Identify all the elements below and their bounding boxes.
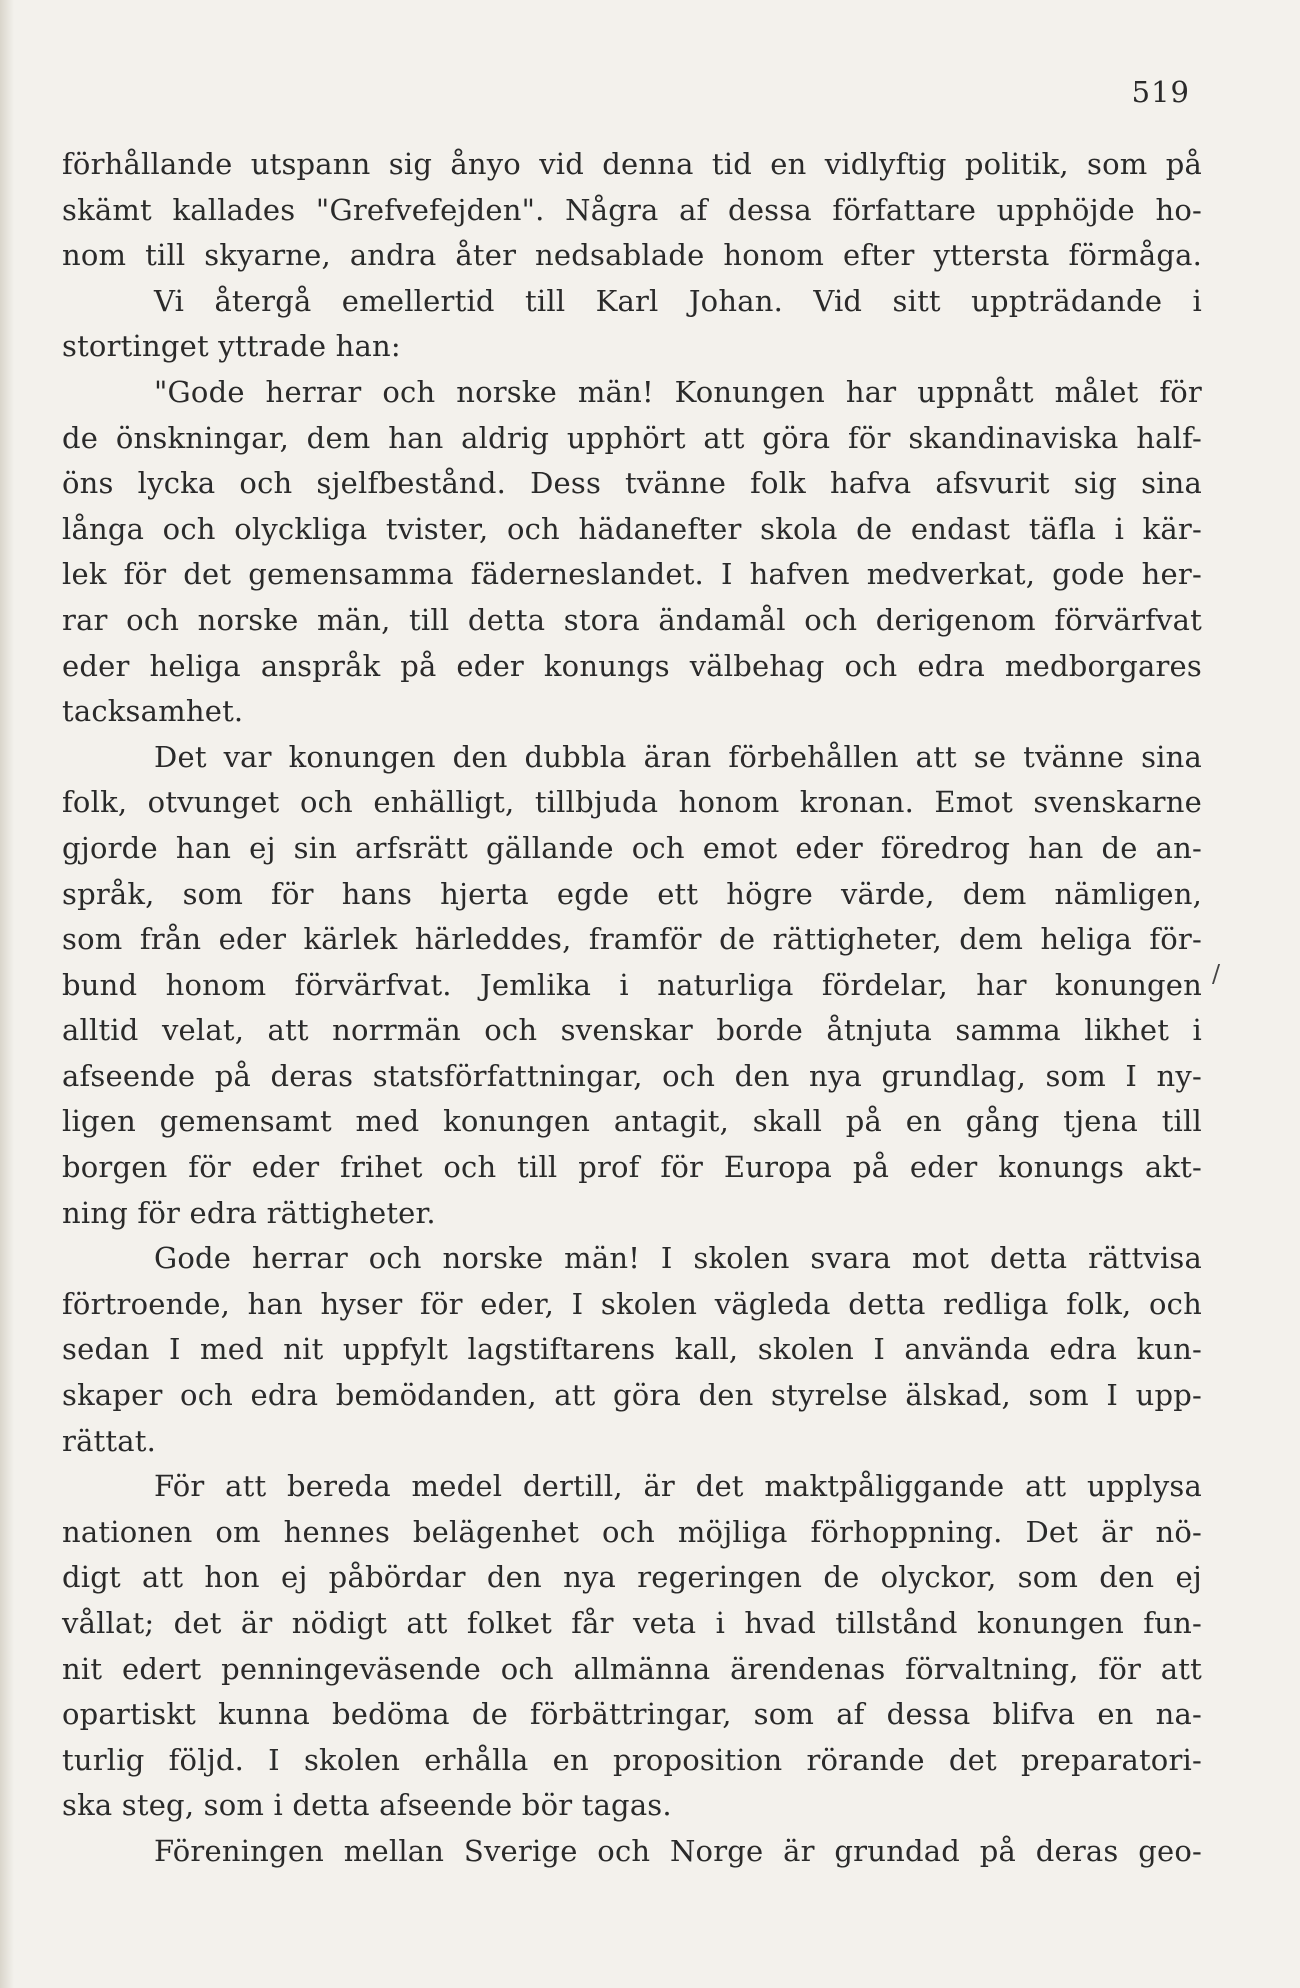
text-line: Gode herrar och norske män! I skolen svara mot detta rättvisa — [154, 1241, 1202, 1276]
text-line: långa och olyckliga tvister, och hädanefter skola de endast täfla i kär- — [62, 511, 1202, 546]
text-line: skaper och edra bemödanden, att göra den styrelse älskad, som I upp- — [62, 1378, 1202, 1413]
text-line: lek för det gemensamma fäderneslandet. I hafven medverkat, gode her- — [62, 557, 1202, 592]
text-line: borgen för eder frihet och till prof för Europa på eder konungs akt- — [62, 1150, 1202, 1185]
text-line: turlig följd. I skolen erhålla en proposition rörande det preparatori- — [62, 1742, 1202, 1777]
text-line: gjorde han ej sin arfsrätt gällande och emot eder föredrog han de an- — [62, 830, 1202, 865]
text-line: de önskningar, dem han aldrig upphört att göra för skandinaviska half- — [62, 420, 1202, 455]
text-line: nationen om hennes belägenhet och möjliga förhoppning. Det är nö- — [62, 1514, 1202, 1549]
text-line: språk, som för hans hjerta egde ett högre värde, dem nämligen, — [62, 876, 1202, 911]
text-line: Vi återgå emellertid till Karl Johan. Vid sitt uppträdande i — [154, 283, 1202, 318]
text-line: sedan I med nit uppfylt lagstiftarens kall, skolen I använda edra kun- — [62, 1332, 1202, 1367]
text-line: tacksamhet. — [62, 694, 244, 729]
text-line: ning för edra rättigheter. — [62, 1195, 436, 1230]
text-line: skämt kallades "Grefvefejden". Några af dessa författare upphöjde ho- — [62, 192, 1202, 227]
text-line: rar och norske män, till detta stora ändamål och derigenom förvärfvat — [62, 602, 1202, 637]
text-line: alltid velat, att norrmän och svenskar borde åtnjuta samma likhet i — [62, 1013, 1202, 1048]
text-line: ska steg, som i detta afseende bör tagas. — [62, 1788, 672, 1823]
text-line: afseende på deras statsförfattningar, och den nya grundlag, som I ny- — [62, 1058, 1202, 1093]
body-text — [62, 142, 1202, 1875]
text-line: nom till skyarne, andra åter nedsablade honom efter yttersta förmåga. — [62, 238, 1202, 273]
text-line: ligen gemensamt med konungen antagit, skall på en gång tjena till — [62, 1104, 1202, 1139]
page-edge-shadow — [0, 0, 14, 1988]
text-line: Föreningen mellan Sverige och Norge är grundad på deras geo- — [154, 1833, 1202, 1868]
text-line: stortinget yttrade han: — [62, 329, 401, 364]
margin-mark: / — [1212, 960, 1221, 988]
text-line: förtroende, han hyser för eder, I skolen vägleda detta redliga folk, och — [62, 1286, 1202, 1321]
text-line: som från eder kärlek härleddes, framför de rättigheter, dem heliga för- — [62, 922, 1202, 957]
page-number: 519 — [1131, 75, 1190, 109]
text-line: eder heliga anspråk på eder konungs välbehag och edra medborgares — [62, 648, 1202, 683]
text-line: opartiskt kunna bedöma de förbättringar, som af dessa blifva en na- — [62, 1697, 1202, 1732]
text-line: nit edert penningeväsende och allmänna ärendenas förvaltning, för att — [62, 1651, 1202, 1686]
text-line: folk, otvunget och enhälligt, tillbjuda honom kronan. Emot svenskarne — [62, 785, 1202, 820]
text-line: "Gode herrar och norske män! Konungen har uppnått målet för — [154, 374, 1202, 409]
text-line: förhållande utspann sig ånyo vid denna tid en vidlyftig politik, som på — [62, 147, 1202, 181]
text-line: För att bereda medel dertill, är det maktpåliggande att upplysa — [154, 1469, 1202, 1504]
text-line: digt att hon ej påbördar den nya regeringen de olyckor, som den ej — [62, 1560, 1202, 1595]
text-line: Det var konungen den dubbla äran förbehållen att se tvänne sina — [154, 739, 1202, 774]
text-line: bund honom förvärfvat. Jemlika i naturliga fördelar, har konungen — [62, 967, 1202, 1002]
text-line: vållat; det är nödigt att folket får veta i hvad tillstånd konungen fun- — [62, 1606, 1202, 1640]
text-line: rättat. — [62, 1423, 157, 1458]
text-line: öns lycka och sjelfbestånd. Dess tvänne folk hafva afsvurit sig sina — [62, 466, 1202, 501]
